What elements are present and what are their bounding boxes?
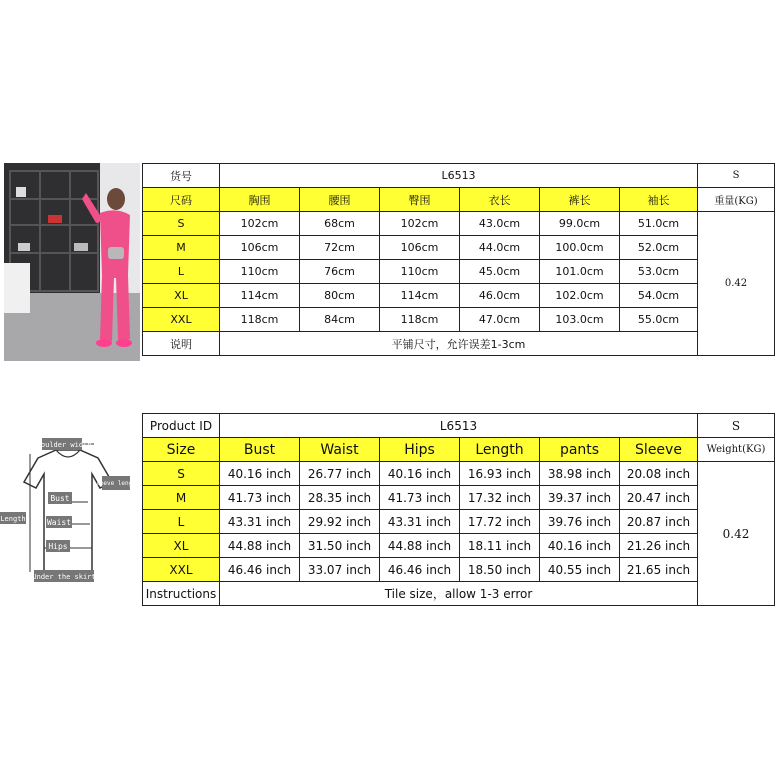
weight-size-label: S bbox=[698, 414, 775, 438]
table-cell: 40.16 inch bbox=[220, 462, 300, 486]
table-row bbox=[143, 414, 775, 438]
product-photo-illustration bbox=[4, 163, 140, 361]
size-cell: XL bbox=[143, 284, 220, 308]
header-row bbox=[143, 438, 775, 462]
column-header: 衣长 bbox=[460, 188, 540, 212]
column-header: 臀围 bbox=[380, 188, 460, 212]
table-cell: 46.46 inch bbox=[380, 558, 460, 582]
table-cell: 68cm bbox=[300, 212, 380, 236]
table-cell: 102cm bbox=[380, 212, 460, 236]
table-cell: 47.0cm bbox=[460, 308, 540, 332]
table-cell: 18.50 inch bbox=[460, 558, 540, 582]
product-id-value: L6513 bbox=[220, 164, 698, 188]
size-cell: L bbox=[143, 260, 220, 284]
shoulder-label: shoulder width bbox=[32, 441, 92, 449]
column-header: 腰围 bbox=[300, 188, 380, 212]
table-row bbox=[143, 236, 775, 260]
weight-value: 0.42 bbox=[698, 462, 775, 606]
table-row bbox=[143, 558, 775, 582]
table-cell: 21.26 inch bbox=[620, 534, 698, 558]
hem-label: Under the skirt bbox=[32, 573, 96, 581]
size-cell: S bbox=[143, 462, 220, 486]
table-cell: 106cm bbox=[220, 236, 300, 260]
table-cell: 40.55 inch bbox=[540, 558, 620, 582]
table-cell: 52.0cm bbox=[620, 236, 698, 260]
size-cell: XL bbox=[143, 534, 220, 558]
table-cell: 38.98 inch bbox=[540, 462, 620, 486]
table-cell: 40.16 inch bbox=[540, 534, 620, 558]
table-cell: 84cm bbox=[300, 308, 380, 332]
table-row bbox=[143, 212, 775, 236]
size-cell: XXL bbox=[143, 558, 220, 582]
table-cell: 43.31 inch bbox=[380, 510, 460, 534]
table-row bbox=[143, 260, 775, 284]
table-cell: 118cm bbox=[220, 308, 300, 332]
weight-header: 重量(KG) bbox=[698, 188, 775, 212]
table-row bbox=[143, 164, 775, 188]
waist-label: Waist bbox=[46, 518, 72, 527]
header-row bbox=[143, 188, 775, 212]
table-cell: 45.0cm bbox=[460, 260, 540, 284]
column-header: 袖长 bbox=[620, 188, 698, 212]
table-cell: 100.0cm bbox=[540, 236, 620, 260]
weight-size-label: S bbox=[698, 164, 775, 188]
product-id-label: 货号 bbox=[143, 164, 220, 188]
weight-header: Weight(KG) bbox=[698, 438, 775, 462]
table-cell: 31.50 inch bbox=[300, 534, 380, 558]
dress-outline-illustration bbox=[0, 424, 136, 584]
table-row bbox=[143, 332, 775, 356]
column-header: Bust bbox=[220, 438, 300, 462]
note-label: Instructions bbox=[143, 582, 220, 606]
table-cell: 80cm bbox=[300, 284, 380, 308]
table-cell: 44.88 inch bbox=[220, 534, 300, 558]
weight-value: 0.42 bbox=[698, 212, 775, 356]
size-header: Size bbox=[143, 438, 220, 462]
column-header: Hips bbox=[380, 438, 460, 462]
table-cell: 20.08 inch bbox=[620, 462, 698, 486]
column-header: pants bbox=[540, 438, 620, 462]
note-label: 说明 bbox=[143, 332, 220, 356]
table-cell: 114cm bbox=[220, 284, 300, 308]
product-id-label: Product ID bbox=[143, 414, 220, 438]
hips-label: Hips bbox=[48, 542, 68, 551]
table-row bbox=[143, 284, 775, 308]
table-cell: 106cm bbox=[380, 236, 460, 260]
table-cell: 40.16 inch bbox=[380, 462, 460, 486]
table-cell: 72cm bbox=[300, 236, 380, 260]
column-header: Sleeve bbox=[620, 438, 698, 462]
table-cell: 103.0cm bbox=[540, 308, 620, 332]
table-cell: 102.0cm bbox=[540, 284, 620, 308]
bust-label: Bust bbox=[50, 494, 70, 503]
table-cell: 102cm bbox=[220, 212, 300, 236]
table-cell: 55.0cm bbox=[620, 308, 698, 332]
table-row bbox=[143, 534, 775, 558]
table-cell: 39.37 inch bbox=[540, 486, 620, 510]
product-photo bbox=[4, 163, 140, 361]
length-label: Length bbox=[0, 515, 26, 523]
table-cell: 118cm bbox=[380, 308, 460, 332]
table-cell: 41.73 inch bbox=[220, 486, 300, 510]
table-cell: 16.93 inch bbox=[460, 462, 540, 486]
size-header: 尺码 bbox=[143, 188, 220, 212]
table-cell: 21.65 inch bbox=[620, 558, 698, 582]
size-table-cn bbox=[142, 163, 775, 356]
table-cell: 99.0cm bbox=[540, 212, 620, 236]
sleeve-label: sleeve length bbox=[92, 480, 136, 487]
table-cell: 54.0cm bbox=[620, 284, 698, 308]
table-cell: 46.46 inch bbox=[220, 558, 300, 582]
column-header: 胸围 bbox=[220, 188, 300, 212]
column-header: 裤长 bbox=[540, 188, 620, 212]
size-cell: M bbox=[143, 236, 220, 260]
table-cell: 20.47 inch bbox=[620, 486, 698, 510]
table-cell: 28.35 inch bbox=[300, 486, 380, 510]
size-table-en bbox=[142, 413, 775, 606]
table-cell: 76cm bbox=[300, 260, 380, 284]
table-row bbox=[143, 308, 775, 332]
table-cell: 17.32 inch bbox=[460, 486, 540, 510]
table-cell: 110cm bbox=[220, 260, 300, 284]
table-cell: 26.77 inch bbox=[300, 462, 380, 486]
table-row bbox=[143, 462, 775, 486]
table-cell: 39.76 inch bbox=[540, 510, 620, 534]
table-row bbox=[143, 486, 775, 510]
table-cell: 46.0cm bbox=[460, 284, 540, 308]
table-cell: 18.11 inch bbox=[460, 534, 540, 558]
table-cell: 53.0cm bbox=[620, 260, 698, 284]
column-header: Length bbox=[460, 438, 540, 462]
table-cell: 44.88 inch bbox=[380, 534, 460, 558]
measurement-diagram bbox=[0, 424, 136, 584]
table-cell: 101.0cm bbox=[540, 260, 620, 284]
table-cell: 114cm bbox=[380, 284, 460, 308]
table-cell: 29.92 inch bbox=[300, 510, 380, 534]
size-cell: M bbox=[143, 486, 220, 510]
table-cell: 43.31 inch bbox=[220, 510, 300, 534]
table-cell: 51.0cm bbox=[620, 212, 698, 236]
table-row bbox=[143, 582, 775, 606]
table-row bbox=[143, 510, 775, 534]
note-text: 平铺尺寸，允许误差1-3cm bbox=[220, 332, 698, 356]
size-cell: XXL bbox=[143, 308, 220, 332]
column-header: Waist bbox=[300, 438, 380, 462]
table-cell: 20.87 inch bbox=[620, 510, 698, 534]
table-cell: 33.07 inch bbox=[300, 558, 380, 582]
size-cell: L bbox=[143, 510, 220, 534]
table-cell: 41.73 inch bbox=[380, 486, 460, 510]
table-cell: 17.72 inch bbox=[460, 510, 540, 534]
table-cell: 43.0cm bbox=[460, 212, 540, 236]
table-cell: 110cm bbox=[380, 260, 460, 284]
product-id-value: L6513 bbox=[220, 414, 698, 438]
table-cell: 44.0cm bbox=[460, 236, 540, 260]
size-cell: S bbox=[143, 212, 220, 236]
note-text: Tile size，allow 1-3 error bbox=[220, 582, 698, 606]
